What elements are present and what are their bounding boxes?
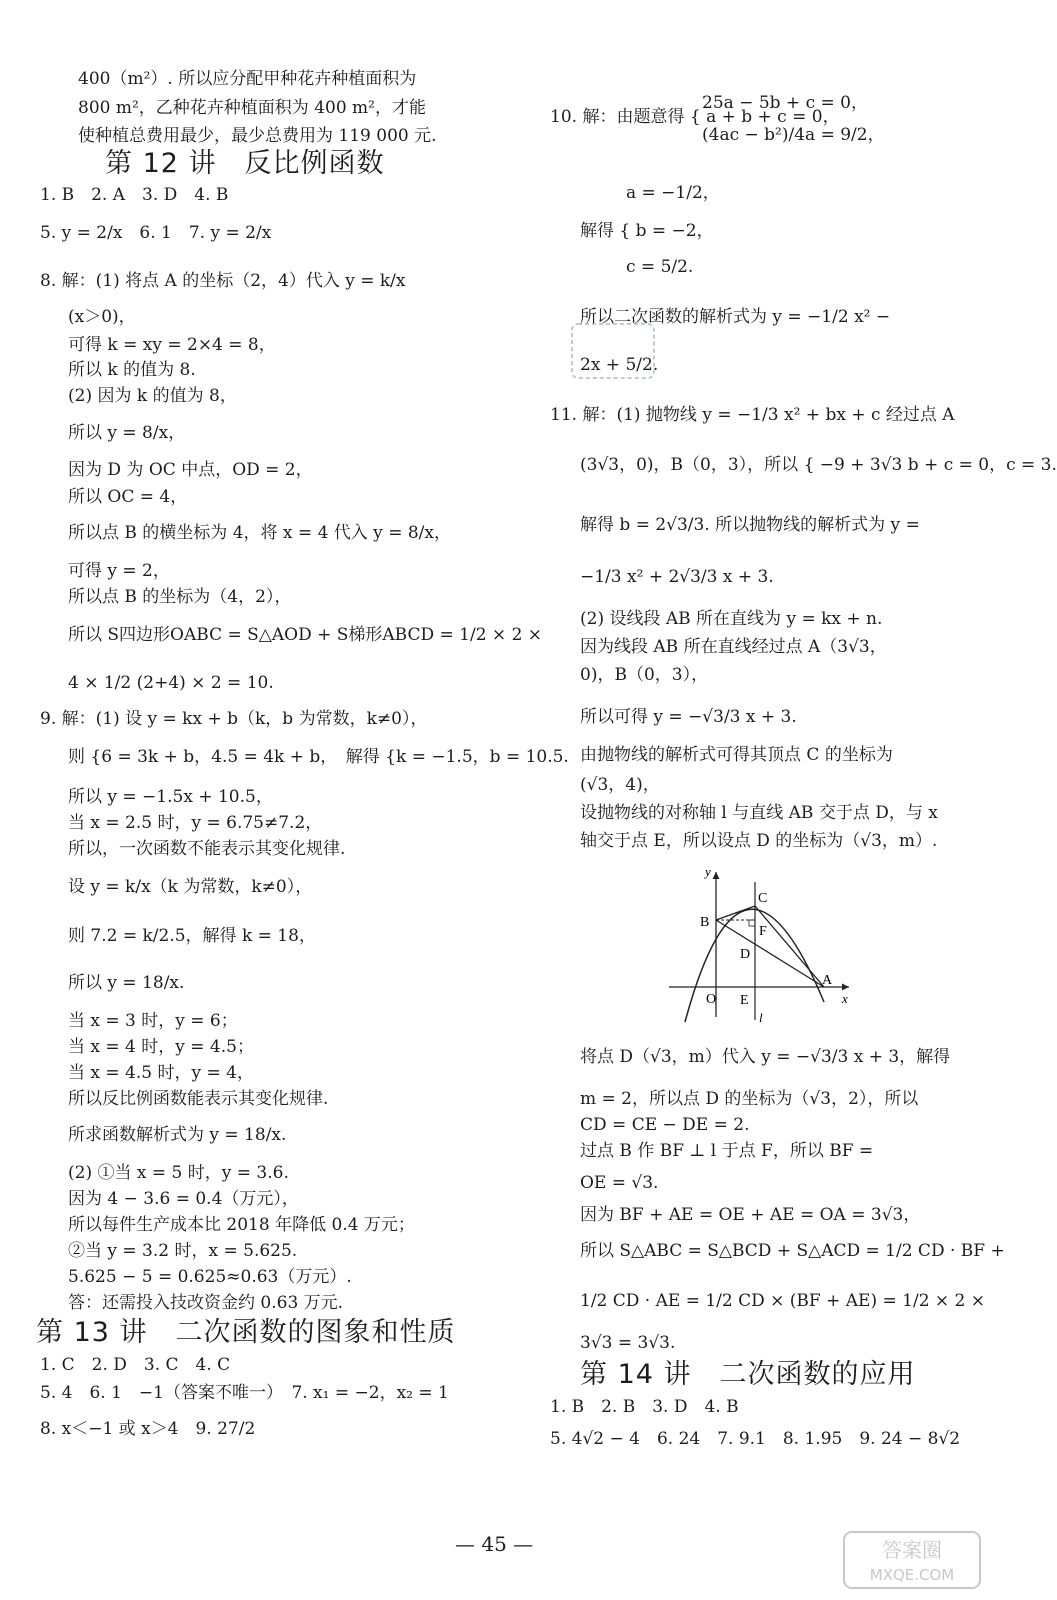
- text-line: (√3，4)，: [580, 775, 660, 795]
- text-line: 解得 b = 2√3/3. 所以抛物线的解析式为 y =: [580, 515, 920, 535]
- text-line: 过点 B 作 BF ⊥ l 于点 F，所以 BF =: [580, 1141, 874, 1161]
- text-line: 轴交于点 E，所以设点 D 的坐标为（√3，m）.: [580, 831, 938, 851]
- answer-line: 1. C 2. D 3. C 4. C: [40, 1355, 231, 1375]
- segment-ab: [716, 920, 824, 987]
- system-of-equations: 则 {6 = 3k + b，4.5 = 4k + b， 解得 {k = −1.5，b = 10.5.: [68, 747, 569, 767]
- answer-line: 8. x＜−1 或 x＞4 9. 27/2: [40, 1419, 256, 1439]
- text-line: 2x + 5/2.: [580, 355, 659, 375]
- section-heading-12: 第 12 讲 反比例函数: [105, 148, 385, 179]
- segment-ac: [755, 906, 824, 987]
- text-line: −1/3 x² + 2√3/3 x + 3.: [580, 567, 774, 587]
- text-line: 5.625 − 5 = 0.625≈0.63（万元）.: [68, 1267, 352, 1287]
- text-line: 因为 BF + AE = OE + AE = OA = 3√3，: [580, 1205, 921, 1225]
- text-line: 所以 y = −1.5x + 10.5，: [68, 787, 273, 807]
- label-f: F: [759, 924, 767, 939]
- label-e: E: [740, 993, 749, 1008]
- text-line: 所以二次函数的解析式为 y = −1/2 x² −: [580, 307, 891, 327]
- text-line: 所以 OC = 4，: [68, 487, 188, 507]
- watermark-en: MXQE.COM: [869, 1566, 955, 1584]
- section-heading-14: 第 14 讲 二次函数的应用: [580, 1359, 916, 1390]
- answer-line: 5. 4 6. 1 −1（答案不唯一） 7. x₁ = −2，x₂ = 1: [40, 1383, 449, 1403]
- text-line: 3√3 = 3√3.: [580, 1333, 676, 1353]
- stamp-border: [572, 324, 654, 378]
- text-line: 则 7.2 = k/2.5，解得 k = 18，: [68, 926, 316, 946]
- text-line: 所以反比例函数能表示其变化规律.: [68, 1089, 329, 1109]
- text-line: CD = CE − DE = 2.: [580, 1115, 750, 1135]
- text-line: a = −1/2，: [626, 183, 720, 203]
- text-line: 所求函数解析式为 y = 18/x.: [68, 1125, 287, 1145]
- label-l: l: [759, 1010, 763, 1025]
- x-axis-arrow: [842, 984, 849, 991]
- question-11: 11. 解：(1) 抛物线 y = −1/3 x² + bx + c 经过点 A: [550, 405, 955, 425]
- text-line: 400（m²）. 所以应分配甲种花卉种植面积为: [78, 69, 417, 89]
- text-line: c = 5/2.: [626, 257, 694, 277]
- text-line: 因为 4 − 3.6 = 0.4（万元），: [68, 1189, 299, 1209]
- answer-line: 5. y = 2/x 6. 1 7. y = 2/x: [40, 223, 272, 243]
- text-line: 所以点 B 的横坐标为 4，将 x = 4 代入 y = 8/x，: [68, 523, 451, 543]
- segment-bc: [716, 906, 755, 920]
- text-line: 所以可得 y = −√3/3 x + 3.: [580, 707, 797, 727]
- text-line: 所以每件生产成本比 2018 年降低 0.4 万元；: [68, 1215, 415, 1235]
- text-line: (x＞0)，: [68, 307, 136, 327]
- text-line: (2) ①当 x = 5 时，y = 3.6.: [68, 1163, 289, 1183]
- text-line: 所以 y = 8/x，: [68, 423, 186, 443]
- text-line: 所以 S△ABC = S△BCD + S△ACD = 1/2 CD · BF +: [580, 1241, 1005, 1261]
- text-line: 所以，一次函数不能表示其变化规律.: [68, 839, 346, 859]
- text-line: 可得 k = xy = 2×4 = 8，: [68, 335, 276, 355]
- text-line: 当 x = 4.5 时，y = 4，: [68, 1063, 254, 1083]
- text-line: 25a − 5b + c = 0，: [702, 93, 868, 113]
- text-line: (4ac − b²)/4a = 9/2，: [702, 125, 885, 145]
- label-x: x: [842, 991, 848, 1006]
- page-number: — 45 —: [455, 1532, 534, 1556]
- text-line: 可得 y = 2，: [68, 561, 170, 581]
- text-line: 由抛物线的解析式可得其顶点 C 的坐标为: [580, 745, 893, 765]
- text-line: (2) 设线段 AB 所在直线为 y = kx + n.: [580, 609, 883, 629]
- text-line: OE = √3.: [580, 1173, 659, 1193]
- text-line: ②当 y = 3.2 时，x = 5.625.: [68, 1241, 298, 1261]
- text-line: m = 2，所以点 D 的坐标为（√3，2），所以: [580, 1089, 919, 1109]
- label-y: y: [705, 864, 711, 879]
- text-line: 所以 k 的值为 8.: [68, 360, 196, 380]
- answer-line: 1. B 2. A 3. D 4. B: [40, 185, 229, 205]
- text-line: 将点 D（√3，m）代入 y = −√3/3 x + 3，解得: [580, 1047, 951, 1067]
- section-heading-13: 第 13 讲 二次函数的图象和性质: [36, 1317, 456, 1348]
- text-line: (2) 因为 k 的值为 8，: [68, 386, 237, 406]
- text-line: 当 x = 4 时，y = 4.5；: [68, 1037, 254, 1057]
- text-line: 所以 y = 18/x.: [68, 973, 185, 993]
- system-of-equations: (3√3，0)，B（0，3），所以 { −9 + 3√3 b + c = 0，c = 3.: [580, 455, 1057, 475]
- text-line: 因为线段 AB 所在直线经过点 A（3√3，: [580, 637, 887, 657]
- right-angle-mark: [749, 920, 755, 926]
- answer-line: 1. B 2. B 3. D 4. B: [550, 1397, 739, 1417]
- answer-line: 5. 4√2 − 4 6. 24 7. 9.1 8. 1.95 9. 24 − 8√2: [550, 1429, 961, 1449]
- text-line: 0)，B（0，3），: [580, 665, 709, 685]
- text-line: 设抛物线的对称轴 l 与直线 AB 交于点 D，与 x: [580, 803, 938, 823]
- text-line: 800 m²，乙种花卉种植面积为 400 m²，才能: [78, 98, 426, 118]
- label-a: A: [822, 973, 833, 988]
- question-9: 9. 解：(1) 设 y = kx + b（k，b 为常数，k≠0），: [40, 709, 428, 729]
- text-line: 4 × 1/2 (2+4) × 2 = 10.: [68, 673, 274, 693]
- label-b: B: [700, 915, 710, 930]
- text-line: 答：还需投入技改资金约 0.63 万元.: [68, 1293, 344, 1313]
- text-line: 因为 D 为 OC 中点，OD = 2，: [68, 460, 313, 480]
- stamp-mark: [568, 320, 658, 382]
- text-line: 当 x = 3 时，y = 6；: [68, 1011, 238, 1031]
- label-d: D: [740, 947, 751, 962]
- text-line: 当 x = 2.5 时，y = 6.75≠7.2，: [68, 813, 323, 833]
- text-line: 所以 S四边形OABC = S△AOD + S梯形ABCD = 1/2 × 2 ×: [68, 625, 543, 645]
- text-line: 设 y = k/x（k 为常数，k≠0），: [68, 877, 313, 897]
- text-line: 1/2 CD · AE = 1/2 CD × (BF + AE) = 1/2 × 2 ×: [580, 1291, 986, 1311]
- question-8: 8. 解：(1) 将点 A 的坐标（2，4）代入 y = k/x: [40, 271, 406, 291]
- label-c: C: [758, 891, 768, 906]
- text-line: 解得 { b = −2，: [580, 221, 714, 241]
- parabola-figure: [664, 862, 864, 1028]
- y-axis-arrow: [713, 872, 720, 879]
- label-o: O: [706, 992, 717, 1007]
- text-line: 所以点 B 的坐标为（4，2），: [68, 587, 292, 607]
- watermark-logo: [842, 1530, 982, 1590]
- question-10: 10. 解：由题意得 { a + b + c = 0，: [550, 107, 840, 127]
- watermark-cn: 答案圈: [882, 1538, 942, 1562]
- text-line: 使种植总费用最少，最少总费用为 119 000 元.: [78, 126, 437, 146]
